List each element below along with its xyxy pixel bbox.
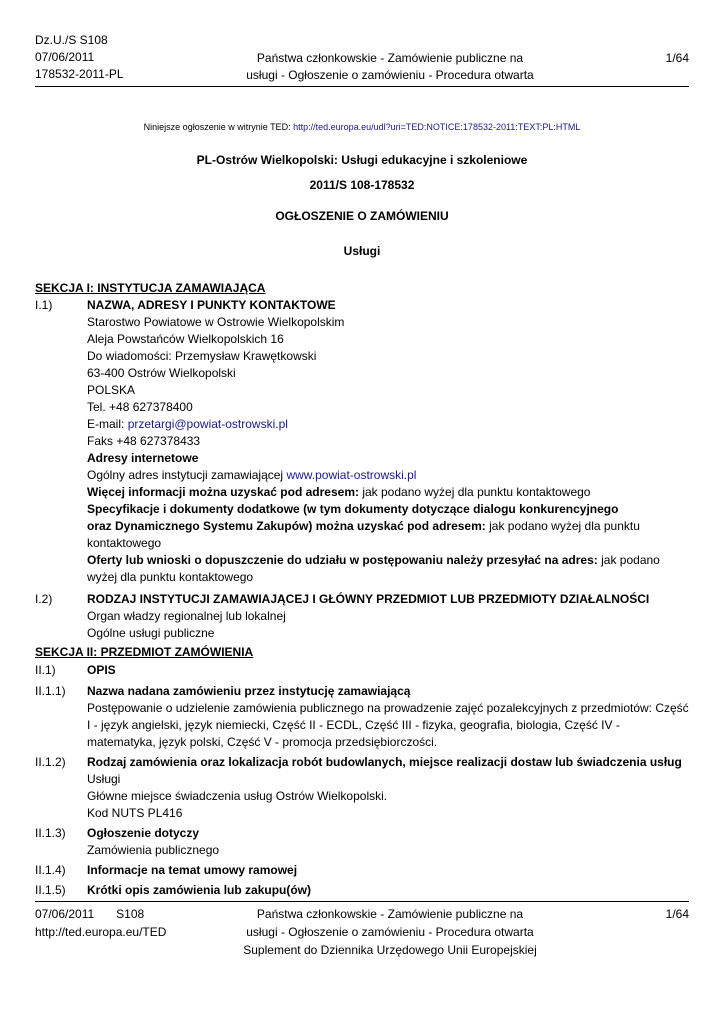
web-label: Ogólny adres instytucji zamawiającej [87,468,284,482]
header-date: 07/06/2011 [35,50,95,64]
spec-row [87,518,690,552]
header-page-number: 1/64 [665,51,689,65]
item-ii13-number: II.1.3) [35,826,66,840]
offers-label: Oferty lub wnioski o dopuszczenie do udziału w postępowaniu należy przesyłać na adres: [87,553,598,567]
item-i1 [35,297,690,586]
notice-number: 2011/S 108-178532 [309,178,415,192]
notice-category: Usługi [343,244,381,258]
notice-type: OGŁOSZENIE O ZAMÓWIENIU [275,209,449,223]
org-attn: Do wiadomości: Przemysław Krawętkowski [87,349,317,363]
footer-center-line1: Państwa członkowskie - Zamówienie publiczne na [256,907,524,921]
item-ii12-line3: Kod NUTS PL416 [87,806,183,820]
item-ii14 [35,862,690,879]
header-left [35,32,124,83]
org-email-row [87,416,690,433]
item-ii12-title: Rodzaj zamówienia oraz lokalizacja robót budowlanych, miejsce realizacji dostaw lub świadczenia usług [87,755,682,769]
footer-url: http://ted.europa.eu/TED [35,925,167,939]
offers-row [87,552,690,586]
item-ii12-line2: Główne miejsce świadczenia usług Ostrów Wielkopolski. [87,789,388,803]
item-ii11 [35,683,690,751]
item-ii11-text: Postępowanie o udzielenie zamówienia publicznego na prowadzenie zajęć pozalekcyjnych z przedmiotów: Część I - język angielski, język niemiecki, Część II - ECDL, Część III - fizyka, geografia, biologia, Część IV - matematyka, język polski, Część V - promocja przedsiębiorczości. [87,701,689,749]
web-heading: Adresy internetowe [87,451,199,465]
item-ii1-title: OPIS [87,663,116,677]
notice-title: PL-Ostrów Wielkopolski: Usługi edukacyjne i szkoleniowe [196,153,528,167]
footer-center [225,905,555,959]
item-ii13 [35,825,690,859]
item-ii12-number: II.1.2) [35,755,66,769]
item-ii1-number: II.1) [35,663,56,677]
section-2-heading: SEKCJA II: PRZEDMIOT ZAMÓWIENIA [35,645,254,659]
item-ii12-line1: Usługi [87,772,121,786]
item-i2-number: I.2) [35,592,53,606]
item-ii13-line1: Zamówienia publicznego [87,843,220,857]
item-ii15-title: Krótki opis zamówienia lub zakupu(ów) [87,883,312,897]
email-link[interactable]: przetargi@powiat-ostrowski.pl [127,417,288,431]
item-i2 [35,591,690,642]
item-ii11-title: Nazwa nadana zamówieniu przez instytucję zamawiającą [87,684,411,698]
org-name: Starostwo Powiatowe w Ostrowie Wielkopolskim [87,315,345,329]
web-link[interactable]: www.powiat-ostrowski.pl [286,468,417,482]
header-center-line2: usługi - Ogłoszenie o zamówieniu - Procedura otwarta [246,68,534,82]
item-ii1 [35,662,690,679]
footer-page-number: 1/64 [665,907,689,921]
footer-series: S108 [116,907,145,921]
spec-label-line2: oraz Dynamicznego Systemu Zakupów) można uzyskać pod adresem: [87,519,486,533]
item-i1-title: NAZWA, ADRESY I PUNKTY KONTAKTOWE [87,298,336,312]
org-fax: Faks +48 627378433 [87,434,201,448]
header-center-line1: Państwa członkowskie - Zamówienie publiczne na [256,51,524,65]
header-center [225,50,555,84]
header-doc-id: 178532-2011-PL [35,67,124,81]
footer-date-row [35,905,166,923]
footer-left [35,905,166,941]
footer-center-line3: Suplement do Dziennika Urzędowego Unii Europejskiej [243,943,537,957]
offers-value: jak podano wyżej dla punktu kontaktowego [87,553,660,584]
spec-value: jak podano wyżej dla punktu kontaktowego [87,519,640,550]
header-ref: Dz.U./S S108 [35,33,108,47]
item-i2-line2: Ogólne usługi publiczne [87,626,215,640]
ted-notice-prefix: Niniejsze ogłoszenie w witrynie TED: [143,122,291,132]
ted-notice [0,122,724,132]
item-ii15 [35,882,690,899]
item-ii13-title: Ogłoszenie dotyczy [87,826,200,840]
item-ii12 [35,754,690,822]
item-i2-title: RODZAJ INSTYTUCJI ZAMAWIAJĄCEJ I GŁÓWNY PRZEDMIOT LUB PRZEDMIOTY DZIAŁALNOŚCI [87,592,650,606]
page-footer [35,901,689,957]
spec-label-line1: Specyfikacje i dokumenty dodatkowe (w tym dokumenty dotyczące dialogu konkurencyjnego [87,502,619,516]
page-header [35,32,689,87]
more-info-row [87,484,690,501]
ted-notice-link[interactable]: http://ted.europa.eu/udl?uri=TED:NOTICE:178532-2011:TEXT:PL:HTML [293,122,581,132]
org-country: POLSKA [87,383,136,397]
org-street: Aleja Powstańców Wielkopolskich 16 [87,332,284,346]
more-info-value: jak podano wyżej dla punktu kontaktowego [362,485,591,499]
item-i2-line1: Organ władzy regionalnej lub lokalnej [87,609,286,623]
web-row [87,467,690,484]
footer-center-line2: usługi - Ogłoszenie o zamówieniu - Procedura otwarta [246,925,534,939]
item-ii11-number: II.1.1) [35,684,66,698]
item-ii14-title: Informacje na temat umowy ramowej [87,863,298,877]
footer-date: 07/06/2011 [35,907,95,921]
item-ii15-number: II.1.5) [35,883,66,897]
item-ii14-number: II.1.4) [35,863,66,877]
section-1-heading: SEKCJA I: INSTYTUCJA ZAMAWIAJĄCA [35,281,266,295]
email-label: E-mail: [87,417,125,431]
more-info-label: Więcej informacji można uzyskać pod adresem: [87,485,359,499]
org-tel: Tel. +48 627378400 [87,400,193,414]
org-city: 63-400 Ostrów Wielkopolski [87,366,236,380]
item-i1-number: I.1) [35,298,53,312]
